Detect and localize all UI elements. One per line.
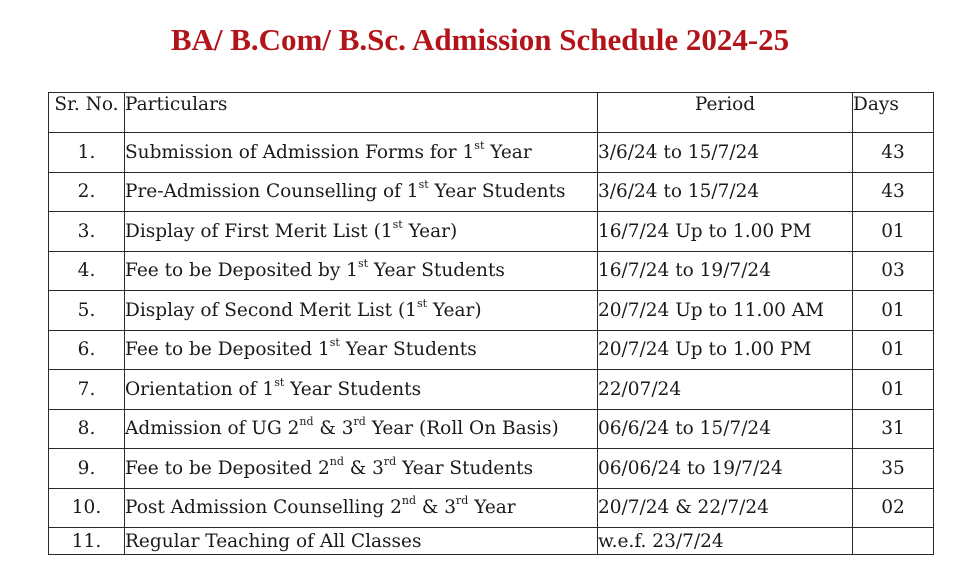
cell-days: 35 [853, 449, 934, 489]
ordinal-suffix: rd [383, 454, 397, 468]
particulars-text: Regular Teaching of All Classes [125, 530, 422, 552]
cell-particulars [125, 330, 598, 370]
cell-days: 31 [853, 409, 934, 449]
cell-period: 20/7/24 & 22/7/24 [598, 488, 853, 528]
cell-particulars [125, 133, 598, 173]
cell-period: 20/7/24 Up to 1.00 PM [598, 330, 853, 370]
particulars-text: Year Students [368, 260, 505, 282]
cell-period: w.e.f. 23/7/24 [598, 528, 853, 555]
header-period: Period [598, 93, 853, 133]
cell-sr-no: 10. [49, 488, 125, 528]
ordinal-suffix: st [474, 138, 485, 152]
particulars-text: Fee to be Deposited 2 [125, 457, 330, 479]
header-sr-no: Sr. No. [49, 93, 125, 133]
cell-days: 03 [853, 251, 934, 291]
cell-sr-no: 7. [49, 370, 125, 410]
cell-particulars [125, 291, 598, 331]
particulars-text: Year) [402, 220, 458, 242]
particulars-text: & 3 [313, 418, 354, 440]
particulars-text: Year Students [428, 181, 566, 203]
cell-period: 3/6/24 to 15/7/24 [598, 133, 853, 173]
cell-sr-no: 1. [49, 133, 125, 173]
ordinal-suffix: st [418, 178, 429, 192]
cell-particulars [125, 409, 598, 449]
particulars-text: Year (Roll On Basis) [365, 418, 559, 440]
cell-sr-no: 4. [49, 251, 125, 291]
cell-days [853, 528, 934, 555]
cell-period: 06/6/24 to 15/7/24 [598, 409, 853, 449]
cell-particulars [125, 370, 598, 410]
header-particulars: Particulars [125, 93, 598, 133]
particulars-text: Orientation of 1 [125, 378, 275, 400]
ordinal-suffix: st [329, 336, 340, 350]
ordinal-suffix: st [392, 217, 403, 231]
particulars-text: Year Students [339, 339, 477, 361]
particulars-text: Display of First Merit List (1 [125, 220, 393, 242]
cell-period: 16/7/24 Up to 1.00 PM [598, 212, 853, 252]
ordinal-suffix: st [416, 296, 428, 310]
table-row [49, 488, 934, 528]
table-row [49, 449, 934, 489]
cell-sr-no: 2. [49, 172, 125, 212]
particulars-text: Year) [427, 299, 482, 321]
cell-sr-no: 3. [49, 212, 125, 252]
particulars-text: Pre-Admission Counselling of 1 [125, 181, 419, 203]
particulars-text: Year [484, 141, 532, 163]
cell-days: 43 [853, 172, 934, 212]
cell-sr-no: 6. [49, 330, 125, 370]
table-header-row [49, 93, 934, 133]
cell-period: 3/6/24 to 15/7/24 [598, 172, 853, 212]
cell-days: 01 [853, 291, 934, 331]
cell-days: 43 [853, 133, 934, 173]
ordinal-suffix: nd [401, 494, 417, 508]
particulars-text: Admission of UG 2 [125, 418, 300, 440]
ordinal-suffix: st [274, 375, 285, 389]
cell-days: 01 [853, 370, 934, 410]
particulars-text: & 3 [343, 457, 384, 479]
cell-period: 16/7/24 to 19/7/24 [598, 251, 853, 291]
table-row [49, 251, 934, 291]
cell-particulars [125, 528, 598, 555]
ordinal-suffix: rd [456, 494, 469, 508]
table-row [49, 409, 934, 449]
table-row [49, 370, 934, 410]
cell-particulars [125, 449, 598, 489]
header-days: Days [853, 93, 934, 133]
particulars-text: Fee to be Deposited by 1 [125, 260, 358, 282]
cell-period: 22/07/24 [598, 370, 853, 410]
cell-sr-no: 9. [49, 449, 125, 489]
particulars-text: Year Students [284, 378, 422, 400]
cell-days: 02 [853, 488, 934, 528]
cell-days: 01 [853, 330, 934, 370]
table-row [49, 133, 934, 173]
table-row [49, 330, 934, 370]
ordinal-suffix: nd [299, 415, 314, 429]
cell-particulars [125, 251, 598, 291]
table-row [49, 212, 934, 252]
particulars-text: Year Students [396, 457, 534, 479]
particulars-text: Year [468, 497, 516, 519]
cell-sr-no: 8. [49, 409, 125, 449]
table-row [49, 528, 934, 555]
cell-particulars [125, 212, 598, 252]
admission-schedule-table [48, 92, 934, 555]
particulars-text: Submission of Admission Forms for 1 [125, 141, 475, 163]
cell-particulars [125, 488, 598, 528]
particulars-text: Fee to be Deposited 1 [125, 339, 330, 361]
ordinal-suffix: rd [353, 415, 366, 429]
cell-sr-no: 11. [49, 528, 125, 555]
ordinal-suffix: nd [329, 454, 344, 468]
table-row [49, 172, 934, 212]
particulars-text: Post Admission Counselling 2 [125, 497, 402, 519]
ordinal-suffix: st [357, 257, 369, 271]
cell-period: 06/06/24 to 19/7/24 [598, 449, 853, 489]
page-title: BA/ B.Com/ B.Sc. Admission Schedule 2024-25 [170, 22, 790, 57]
table-body [49, 133, 934, 555]
cell-sr-no: 5. [49, 291, 125, 331]
particulars-text: & 3 [416, 497, 457, 519]
cell-period: 20/7/24 Up to 11.00 AM [598, 291, 853, 331]
table-row [49, 291, 934, 331]
cell-particulars [125, 172, 598, 212]
particulars-text: Display of Second Merit List (1 [125, 299, 417, 321]
cell-days: 01 [853, 212, 934, 252]
